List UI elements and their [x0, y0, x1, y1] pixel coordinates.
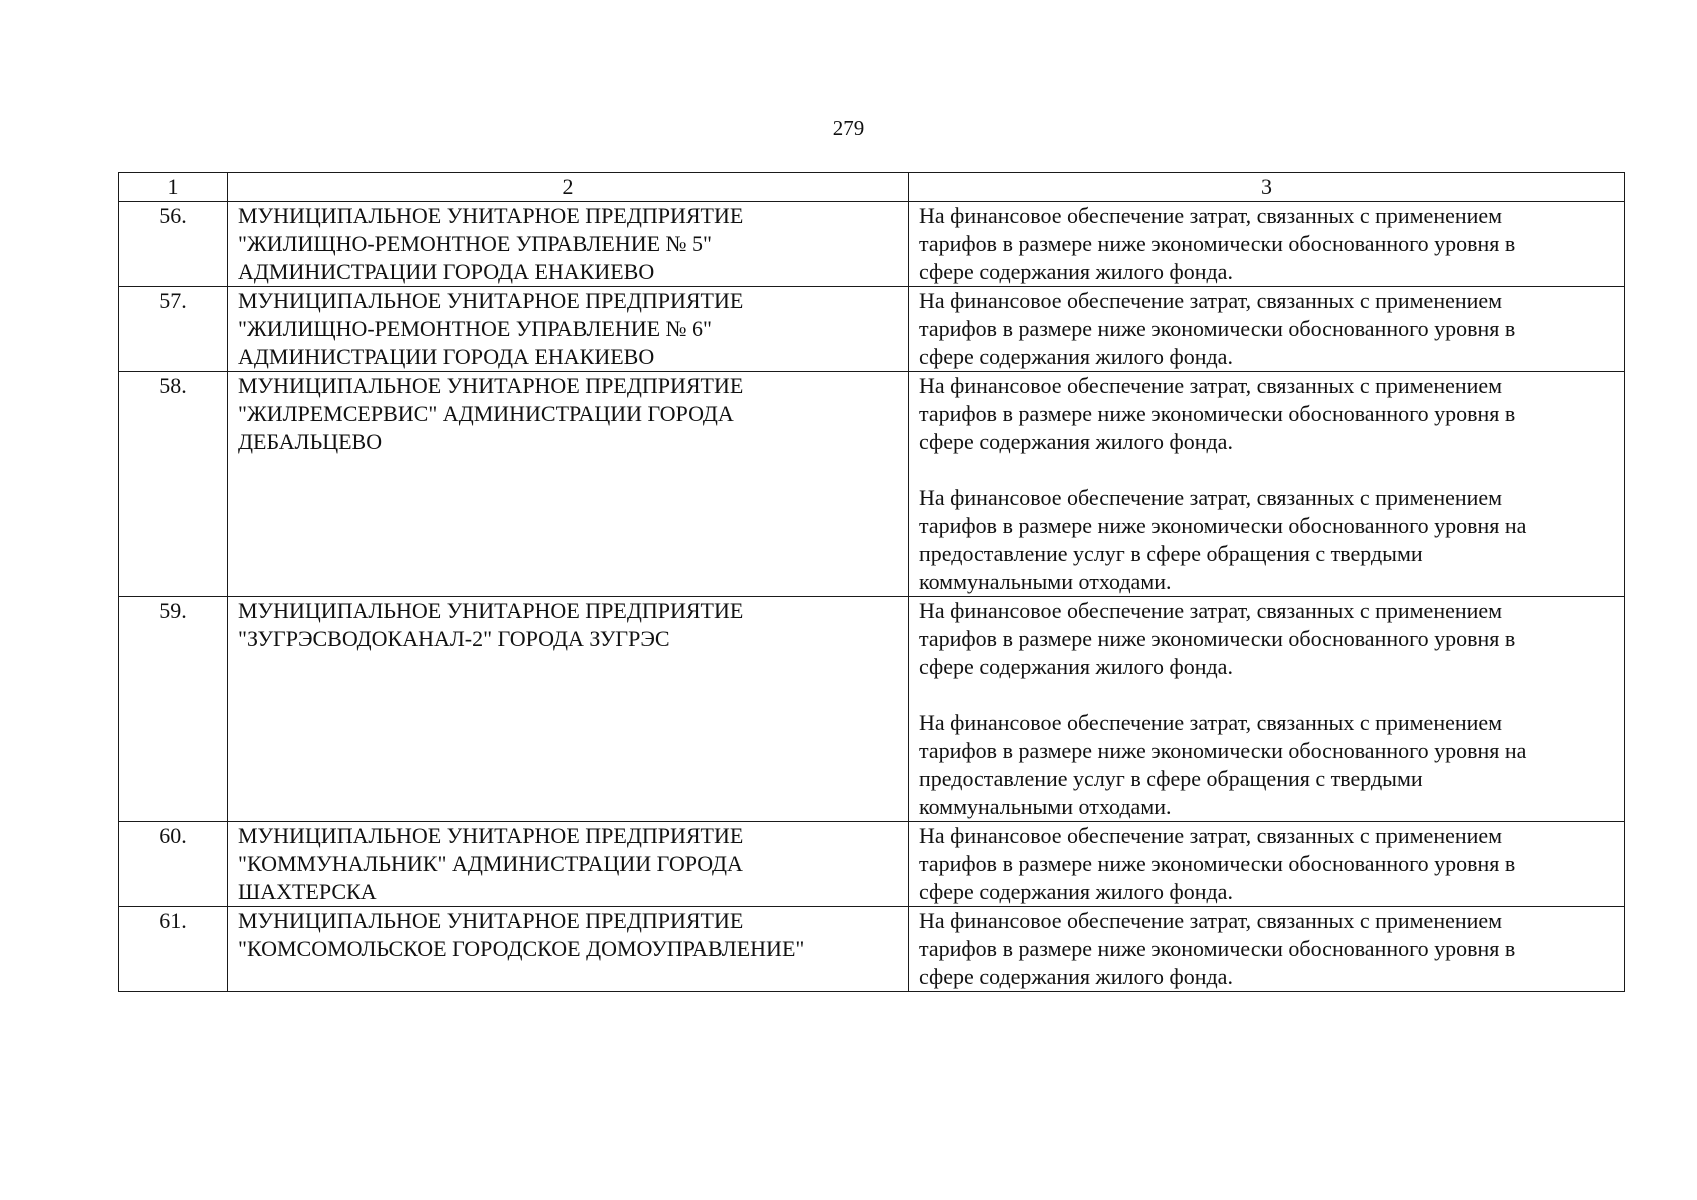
row-number: 60.: [119, 822, 228, 907]
purpose-line: На финансовое обеспечение затрат, связанных с применением: [919, 710, 1503, 735]
purpose-line: На финансовое обеспечение затрат, связанных с применением: [919, 823, 1503, 848]
organization-name-line: "ЖИЛИЩНО-РЕМОНТНОЕ УПРАВЛЕНИЕ № 5": [238, 231, 712, 256]
organization-name-line: МУНИЦИПАЛЬНОЕ УНИТАРНОЕ ПРЕДПРИЯТИЕ: [238, 288, 744, 313]
organization-name-line: ШАХТЕРСКА: [238, 879, 377, 904]
purpose-line: сфере содержания жилого фонда.: [919, 259, 1233, 284]
purpose-line: тарифов в размере ниже экономически обоснованного уровня в: [919, 231, 1516, 256]
organization-name-cell: [228, 907, 909, 992]
header-cell-col1: 1: [119, 173, 228, 202]
purpose-paragraph: [919, 597, 1614, 681]
purpose-line: На финансовое обеспечение затрат, связанных с применением: [919, 485, 1503, 510]
purpose-line: На финансовое обеспечение затрат, связанных с применением: [919, 373, 1503, 398]
purpose-line: сфере содержания жилого фонда.: [919, 964, 1233, 989]
purpose-cell: [909, 597, 1625, 822]
row-number: 59.: [119, 597, 228, 822]
purpose-line: тарифов в размере ниже экономически обоснованного уровня в: [919, 401, 1516, 426]
organization-name-line: "ЖИЛРЕМСЕРВИС" АДМИНИСТРАЦИИ ГОРОДА: [238, 401, 734, 426]
purpose-line: На финансовое обеспечение затрат, связанных с применением: [919, 288, 1503, 313]
purpose-paragraph: [919, 822, 1614, 906]
organization-name-line: "ЖИЛИЩНО-РЕМОНТНОЕ УПРАВЛЕНИЕ № 6": [238, 316, 712, 341]
purpose-line: коммунальными отходами.: [919, 569, 1172, 594]
purpose-cell: [909, 372, 1625, 597]
header-cell-col2: 2: [228, 173, 909, 202]
table-row: [119, 822, 1625, 907]
purpose-line: На финансовое обеспечение затрат, связанных с применением: [919, 908, 1503, 933]
purpose-line: тарифов в размере ниже экономически обоснованного уровня в: [919, 851, 1516, 876]
purpose-paragraph: [919, 372, 1614, 456]
row-number: 58.: [119, 372, 228, 597]
organization-name-line: МУНИЦИПАЛЬНОЕ УНИТАРНОЕ ПРЕДПРИЯТИЕ: [238, 203, 744, 228]
registry-table: [118, 172, 1625, 992]
purpose-line: тарифов в размере ниже экономически обоснованного уровня в: [919, 936, 1516, 961]
purpose-cell: [909, 907, 1625, 992]
purpose-paragraph: [919, 202, 1614, 286]
organization-name-line: МУНИЦИПАЛЬНОЕ УНИТАРНОЕ ПРЕДПРИЯТИЕ: [238, 373, 744, 398]
table-row: [119, 597, 1625, 822]
purpose-line: сфере содержания жилого фонда.: [919, 429, 1233, 454]
header-cell-col3: 3: [909, 173, 1625, 202]
purpose-line: сфере содержания жилого фонда.: [919, 654, 1233, 679]
table-row: [119, 907, 1625, 992]
page-number: 279: [832, 116, 865, 140]
purpose-paragraph: [919, 287, 1614, 371]
purpose-line: предоставление услуг в сфере обращения с твердыми: [919, 541, 1423, 566]
purpose-paragraph: [919, 484, 1614, 596]
purpose-line: тарифов в размере ниже экономически обоснованного уровня на: [919, 738, 1527, 763]
organization-name-line: МУНИЦИПАЛЬНОЕ УНИТАРНОЕ ПРЕДПРИЯТИЕ: [238, 823, 744, 848]
table-row: [119, 202, 1625, 287]
purpose-line: коммунальными отходами.: [919, 794, 1172, 819]
organization-name-cell: [228, 287, 909, 372]
row-number: 57.: [119, 287, 228, 372]
purpose-line: сфере содержания жилого фонда.: [919, 879, 1233, 904]
table-row: [119, 287, 1625, 372]
purpose-line: тарифов в размере ниже экономически обоснованного уровня на: [919, 513, 1527, 538]
purpose-line: тарифов в размере ниже экономически обоснованного уровня в: [919, 626, 1516, 651]
organization-name-cell: [228, 822, 909, 907]
row-number: 61.: [119, 907, 228, 992]
row-number: 56.: [119, 202, 228, 287]
organization-name-line: "ЗУГРЭСВОДОКАНАЛ-2" ГОРОДА ЗУГРЭС: [238, 626, 670, 651]
purpose-line: На финансовое обеспечение затрат, связанных с применением: [919, 203, 1503, 228]
header-row: [119, 173, 1625, 202]
organization-name-line: АДМИНИСТРАЦИИ ГОРОДА ЕНАКИЕВО: [238, 259, 655, 284]
purpose-line: На финансовое обеспечение затрат, связанных с применением: [919, 598, 1503, 623]
organization-name-line: "КОМСОМОЛЬСКОЕ ГОРОДСКОЕ ДОМОУПРАВЛЕНИЕ": [238, 936, 805, 961]
purpose-cell: [909, 822, 1625, 907]
organization-name-cell: [228, 597, 909, 822]
purpose-line: тарифов в размере ниже экономически обоснованного уровня в: [919, 316, 1516, 341]
organization-name-cell: [228, 202, 909, 287]
purpose-line: предоставление услуг в сфере обращения с твердыми: [919, 766, 1423, 791]
purpose-paragraph: [919, 709, 1614, 821]
table-body: [119, 202, 1625, 992]
purpose-cell: [909, 287, 1625, 372]
organization-name-line: АДМИНИСТРАЦИИ ГОРОДА ЕНАКИЕВО: [238, 344, 655, 369]
table-row: [119, 372, 1625, 597]
organization-name-line: МУНИЦИПАЛЬНОЕ УНИТАРНОЕ ПРЕДПРИЯТИЕ: [238, 908, 744, 933]
organization-name-line: ДЕБАЛЬЦЕВО: [238, 429, 383, 454]
organization-name-cell: [228, 372, 909, 597]
purpose-paragraph: [919, 907, 1614, 991]
purpose-cell: [909, 202, 1625, 287]
purpose-line: сфере содержания жилого фонда.: [919, 344, 1233, 369]
organization-name-line: МУНИЦИПАЛЬНОЕ УНИТАРНОЕ ПРЕДПРИЯТИЕ: [238, 598, 744, 623]
organization-name-line: "КОММУНАЛЬНИК" АДМИНИСТРАЦИИ ГОРОДА: [238, 851, 743, 876]
